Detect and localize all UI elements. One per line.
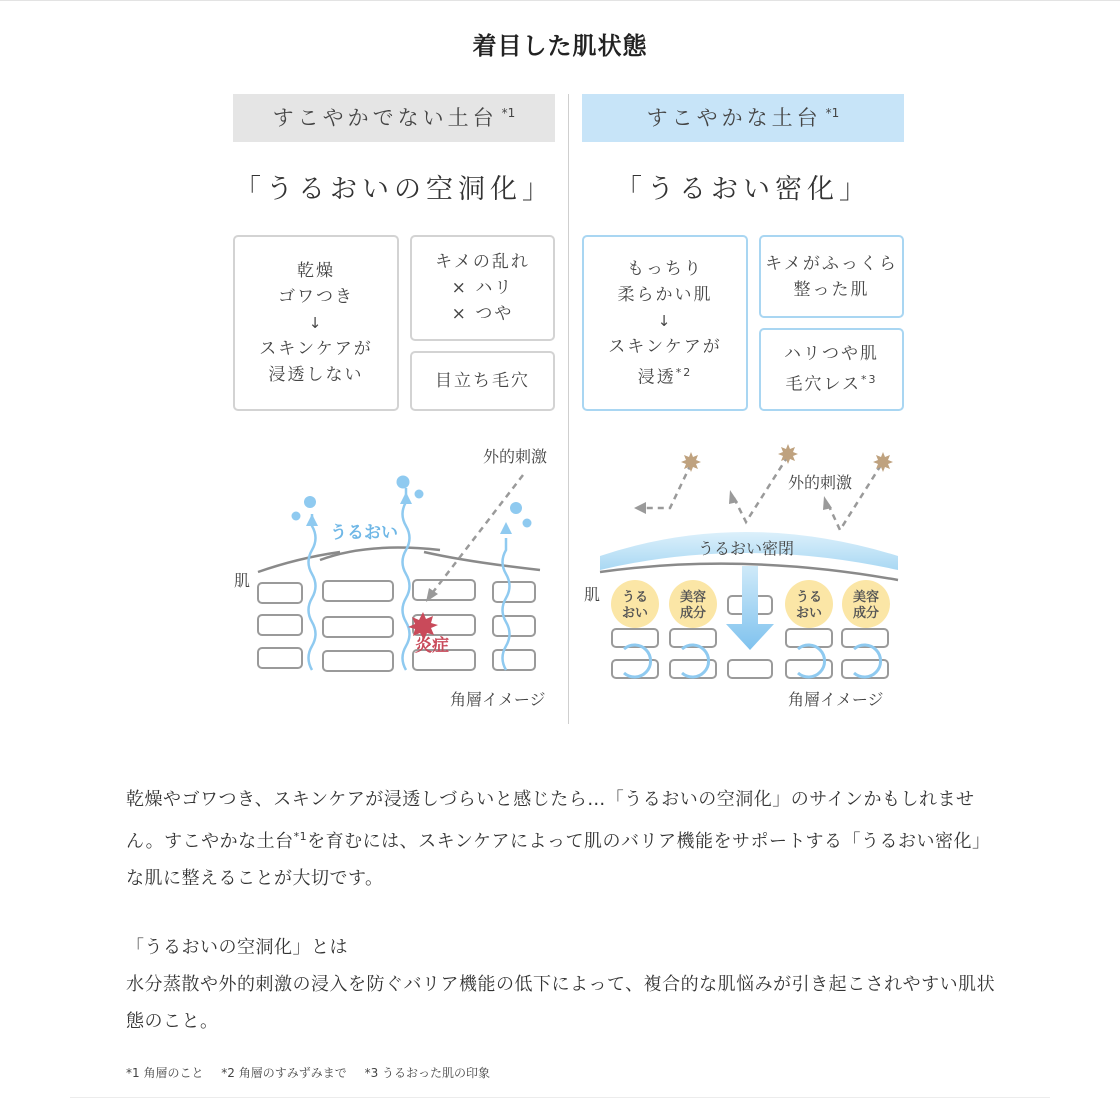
unhealthy-header (233, 94, 555, 142)
box-line: キメの乱れ (435, 252, 530, 272)
unhealthy-header-label: すこやかでない土台 (272, 106, 498, 130)
moisture-label: うるおい (330, 523, 398, 543)
footnote-3: *3 うるおった肌の印象 (364, 1066, 491, 1080)
footnote-1: *1 角層のこと (126, 1066, 204, 1080)
box-line: スキンケアが (608, 336, 722, 357)
box-line: 柔らかい肌 (617, 284, 713, 305)
ball-label: おい (621, 606, 649, 621)
inflammation-label: 炎症 (415, 636, 449, 656)
box-line: もっちり (627, 258, 703, 279)
ball-label: 成分 (852, 606, 880, 621)
skin-surface-line (258, 548, 540, 572)
definition-paragraph (126, 929, 1006, 1040)
healthy-benefit-box (582, 235, 748, 411)
down-arrow-icon: ↓ (308, 314, 324, 332)
box-line: 目立ち毛穴 (435, 371, 530, 391)
corneocyte-cells (258, 580, 535, 671)
definition-heading: 「うるおいの空洞化」とは (126, 937, 348, 958)
box-line: 整った肌 (793, 279, 870, 300)
footnote-marker: *2 (675, 365, 693, 379)
footnote-marker: *1 (501, 106, 516, 120)
external-stimulus-label: 外的刺激 (483, 447, 548, 466)
definition-text: 水分蒸散や外的刺激の浸入を防ぐバリア機能の低下によって、複合的な肌悩みが引き起こされやすい肌状態のこと。 (126, 974, 996, 1032)
box-line: スキンケアが (259, 339, 373, 359)
column-divider (568, 94, 569, 724)
ball-label: 美容 (679, 590, 707, 605)
down-arrow-icon: ↓ (657, 311, 673, 330)
box-line (638, 360, 693, 391)
healthy-texture-box (759, 235, 904, 318)
footnotes (126, 1064, 504, 1081)
external-stimulus-label: 外的刺激 (788, 473, 853, 492)
healthy-header (582, 94, 904, 142)
box-line: 乾燥 (297, 261, 335, 281)
ball-label: おい (795, 606, 823, 621)
skin-label: 肌 (584, 585, 601, 604)
moisture-escape-waves (309, 488, 510, 670)
footnote-marker: *1 (825, 106, 840, 120)
skin-label: 肌 (234, 571, 251, 590)
box-line-text: 毛穴レス (785, 374, 861, 395)
box-line (786, 367, 878, 398)
stratum-corneum-caption: 角層イメージ (788, 690, 884, 709)
footnote-2: *2 角層のすみずみまで (221, 1066, 347, 1080)
box-line-text: 浸透 (637, 367, 676, 388)
ball-label: うる (621, 590, 649, 605)
top-border (0, 0, 1120, 1)
unhealthy-pore-box (410, 351, 555, 411)
unhealthy-skin-illustration (228, 430, 558, 720)
box-line: × つや (451, 304, 514, 324)
ball-label: うる (795, 590, 823, 605)
arrowheads (634, 490, 832, 514)
healthy-firmness-box (759, 328, 904, 411)
footnote-marker: *1 (293, 830, 308, 843)
bottom-border (70, 1097, 1050, 1098)
unhealthy-texture-box (410, 235, 555, 341)
unhealthy-concept: 「うるおいの空洞化」 (234, 174, 554, 205)
stimulus-burst-icons (681, 444, 893, 472)
paragraph-text: を育むには、スキンケアによって肌のバリア機能をサポートする「うるおい密化」な肌に整えることが大切です。 (126, 831, 991, 889)
stratum-corneum-caption: 角層イメージ (450, 690, 546, 709)
unhealthy-symptom-box (233, 235, 399, 411)
healthy-header-label: すこやかな土台 (646, 106, 822, 130)
ball-label: 成分 (679, 606, 707, 621)
moisture-droplets (292, 476, 532, 528)
healthy-concept: 「うるおい密化」 (615, 174, 871, 205)
box-line: × ハリ (451, 278, 514, 298)
box-line: ハリつや肌 (784, 344, 879, 365)
deflected-stimulus-arrows (640, 456, 881, 530)
description-paragraph (126, 781, 1006, 897)
section-title: 着目した肌状態 (472, 32, 648, 60)
box-line: ゴワつき (278, 287, 354, 307)
ball-label: 美容 (852, 590, 880, 605)
box-line: 浸透しない (268, 365, 364, 385)
paragraph-text: 乾燥やゴワつき、スキンケアが浸透しづらいと感じたら…「うるおいの空洞化」のサインかもしれません。すこやかな土台 (126, 789, 975, 852)
healthy-skin-illustration (578, 430, 908, 720)
box-line: キメがふっくら (765, 253, 898, 274)
moisture-seal-label: うるおい密閉 (698, 539, 795, 558)
footnote-marker: *3 (861, 373, 878, 387)
